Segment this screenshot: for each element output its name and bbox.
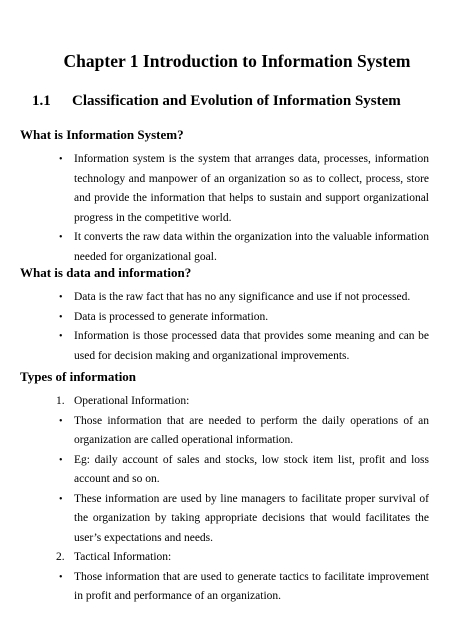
- data-information-list: [0, 288, 474, 366]
- section-number: 1.1: [32, 93, 51, 109]
- list-item-text: These information are used by line managers to facilitate proper survival of the organization by taking appropriate decisions that would facilitates the user’s expectations and needs.: [74, 492, 429, 544]
- list-item: [0, 490, 474, 549]
- list-item: [0, 228, 474, 267]
- bullet-marker: •: [59, 454, 63, 466]
- bullet-marker: •: [59, 415, 63, 427]
- bullet-marker: •: [59, 493, 63, 505]
- subheading-what-is-information-system: What is Information System?: [20, 127, 184, 142]
- list-item-text: Data is processed to generate information.: [74, 310, 269, 323]
- bullet-marker: •: [59, 571, 63, 583]
- information-system-list: [0, 150, 474, 267]
- list-item-text: Tactical Information:: [74, 551, 172, 563]
- list-item-text: Information is those processed data that provides some meaning and can be used for decision making and organizational improvements.: [74, 330, 429, 362]
- list-item: [0, 451, 474, 490]
- bullet-marker: •: [59, 311, 63, 323]
- list-item-text: Those information that are needed to perform the daily operations of an organization are called operational information.: [74, 414, 429, 446]
- types-of-information-list: [0, 392, 474, 607]
- section-title: Classification and Evolution of Information System: [72, 93, 401, 109]
- list-item-text: Data is the raw fact that has no any significance and use if not processed.: [74, 291, 411, 303]
- bullet-marker: •: [59, 232, 63, 243]
- section-heading: [32, 91, 401, 111]
- list-item: [0, 288, 474, 308]
- subheading-what-is-data-and-information: What is data and information?: [20, 265, 192, 280]
- list-item: [0, 548, 474, 568]
- number-marker: 2.: [56, 551, 65, 563]
- list-item: [0, 568, 474, 607]
- list-item-text: Those information that are used to generate tactics to facilitate improvement in profit and performance of an organization.: [74, 570, 429, 602]
- chapter-title: Chapter 1 Introduction to Information System: [63, 51, 411, 71]
- list-item-text: It converts the raw data within the organization into the valuable information needed for organizational goal.: [74, 231, 429, 263]
- bullet-marker: •: [59, 154, 63, 165]
- list-item: [0, 150, 474, 228]
- subheading-types-of-information: Types of information: [20, 369, 137, 384]
- list-item-text: Eg: daily account of sales and stocks, low stock item list, profit and loss account and so on.: [74, 453, 429, 485]
- bullet-marker: •: [59, 292, 63, 303]
- list-item: [0, 392, 474, 412]
- bullet-marker: •: [59, 331, 63, 342]
- list-item-text: Operational Information:: [74, 395, 190, 407]
- number-marker: 1.: [56, 395, 65, 407]
- list-item: [0, 327, 474, 366]
- list-item: [0, 412, 474, 451]
- list-item: [0, 308, 474, 328]
- list-item-text: Information system is the system that arranges data, processes, information technology and manpower of an organization so as to collect, process, store and provide the information that helps to sustain and support organizational progress in the competitive world.: [74, 153, 429, 224]
